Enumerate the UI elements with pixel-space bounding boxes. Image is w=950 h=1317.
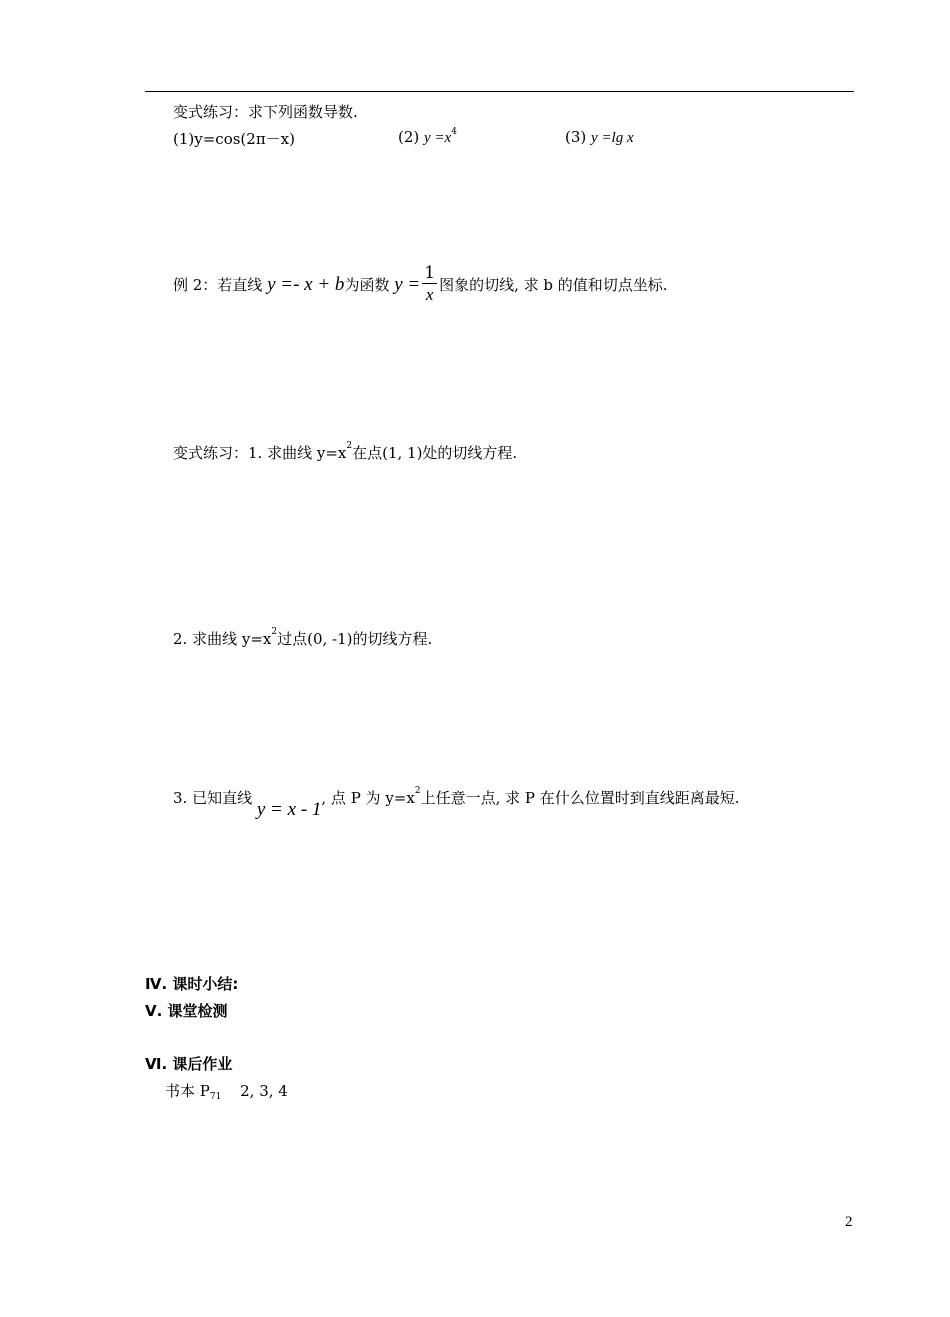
item2-exponent: 4	[451, 127, 457, 137]
item3-label: (3)	[565, 128, 587, 146]
header-rule	[145, 91, 854, 92]
fraction-numerator: 1	[424, 262, 436, 283]
exercise2-q1	[173, 442, 517, 463]
q2-prefix: 2. 求曲线 y=x	[173, 630, 272, 648]
q3-suffix: 上任意一点, 求 P 在什么位置时到直线距离最短.	[420, 789, 740, 807]
hw-subscript: 71	[209, 1092, 222, 1102]
exercise2-q3	[173, 786, 740, 820]
q2-exponent: 2	[271, 627, 278, 637]
example2-line-expr: y =- x + b	[267, 274, 345, 295]
item2-expr: y =x	[424, 130, 452, 146]
fraction-denominator: x	[425, 284, 434, 304]
example2-prefix: 例 2：若直线	[173, 276, 263, 294]
example2-fraction	[422, 263, 437, 306]
q1-suffix: 在点(1, 1)处的切线方程.	[352, 444, 518, 462]
hw-prefix: 书本 P	[165, 1082, 210, 1100]
item3-expr: y =lg x	[591, 130, 634, 146]
q3-line-expr: y = x - 1	[256, 799, 322, 820]
page-number: 2	[845, 1214, 853, 1230]
exercise1-item3	[565, 128, 634, 147]
hw-items: 2, 3, 4	[240, 1082, 288, 1100]
q2-suffix: 过点(0, -1)的切线方程.	[277, 630, 433, 648]
section-summary: Ⅳ. 课时小结:	[145, 975, 239, 993]
section-homework: Ⅵ. 课后作业	[145, 1055, 233, 1073]
item2-label: (2)	[398, 128, 420, 146]
example2	[173, 259, 668, 311]
exercise1-item2	[398, 128, 457, 147]
example2-middle: 为函数	[344, 276, 390, 294]
q3-prefix: 3. 已知直线	[173, 789, 253, 807]
q3-mid: , 点 P 为 y=x	[321, 789, 415, 807]
exercise2-q2	[173, 628, 432, 649]
example2-func-lhs: y =	[394, 274, 421, 295]
section-check: Ⅴ. 课堂检测	[145, 1002, 228, 1020]
q3-exponent: 2	[414, 786, 421, 796]
exercise1-heading: 变式练习：求下列函数导数.	[173, 103, 358, 121]
exercise1-item1: (1)y=cos(2π－x)	[173, 130, 295, 148]
q1-prefix: 变式练习：1. 求曲线 y=x	[173, 444, 347, 462]
q1-exponent: 2	[346, 441, 353, 451]
homework-content	[165, 1080, 288, 1101]
example2-suffix: 图象的切线, 求 b 的值和切点坐标.	[439, 276, 668, 294]
